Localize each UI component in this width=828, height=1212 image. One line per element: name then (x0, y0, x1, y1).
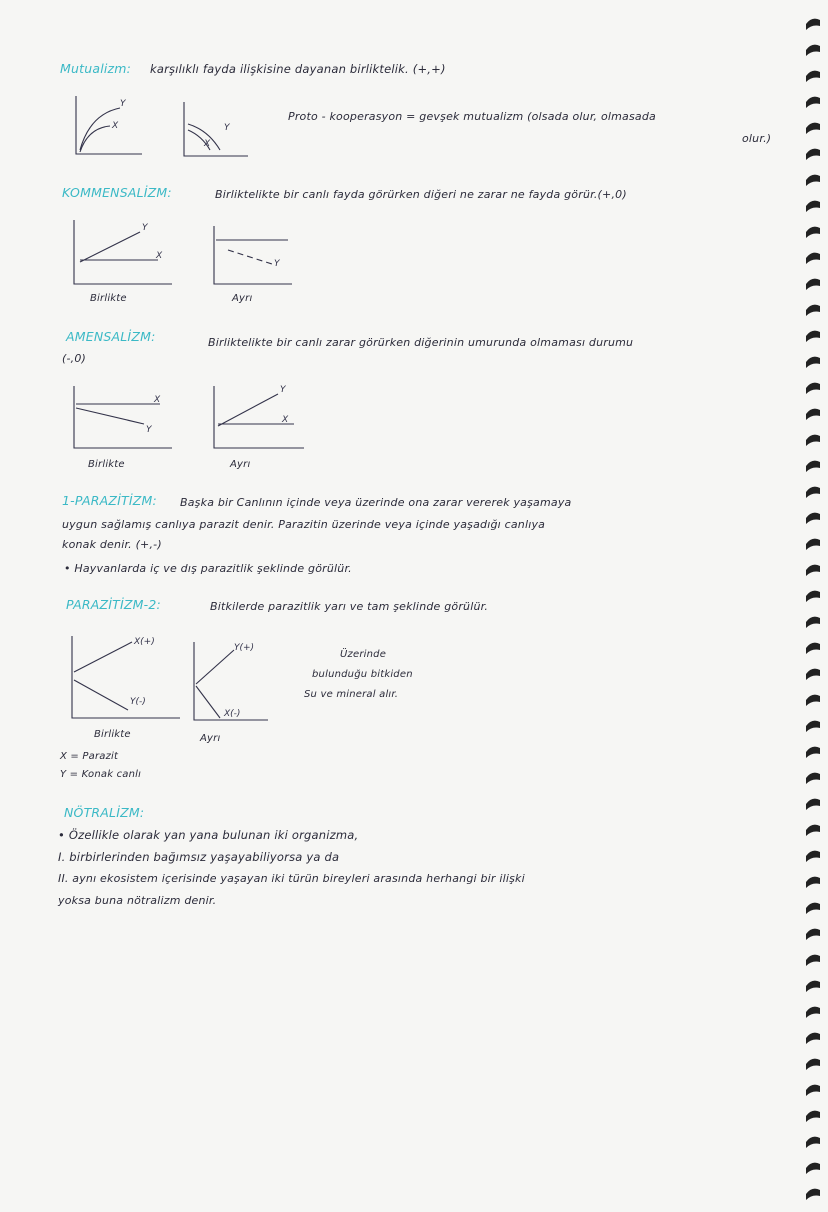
parazitizm-2-graph-2-x-label: X(-) (224, 709, 241, 719)
parazitizm-2-graph-2-y-label: Y(+) (234, 643, 255, 653)
spiral-ring (806, 253, 820, 264)
amensalizm-description: Birliktelikte bir canlı zarar görürken diğerinin umurunda olmaması durumu (208, 336, 634, 349)
spiral-ring (806, 461, 820, 472)
spiral-ring (806, 1111, 820, 1122)
spiral-ring (806, 513, 820, 524)
spiral-ring (806, 19, 820, 30)
spiral-ring (806, 149, 820, 160)
spiral-ring (806, 1163, 820, 1174)
spiral-ring (806, 487, 820, 498)
parazitizm-1-line-3: konak denir. (+,-) (62, 538, 162, 551)
kommensalizm-title: KOMMENSALİZM: (62, 185, 172, 200)
spiral-ring (806, 981, 820, 992)
amensalizm-graph-1-y-label: Y (146, 425, 152, 435)
parazitizm-1-title: 1-PARAZİTİZM: (62, 493, 157, 508)
spiral-ring (806, 851, 820, 862)
parazitizm-2-title: PARAZİTİZM-2: (66, 597, 161, 612)
notralizm-line-4: yoksa buna nötralizm denir. (58, 894, 217, 907)
spiral-binding (804, 10, 822, 1205)
spiral-ring (806, 643, 820, 654)
spiral-ring (806, 929, 820, 940)
spiral-ring (806, 201, 820, 212)
kommensalizm-graph-1 (68, 216, 178, 291)
mutualizm-graph-2-x-label: X (204, 139, 211, 149)
spiral-ring (806, 955, 820, 966)
spiral-ring (806, 435, 820, 446)
parazitizm-2-description: Bitkilerde parazitlik yarı ve tam şeklinde görülür. (210, 600, 489, 613)
parazitizm-2-graph-1-caption: Birlikte (94, 729, 131, 740)
amensalizm-graph-1-caption: Birlikte (88, 459, 125, 470)
spiral-ring (806, 721, 820, 732)
amensalizm-graph-1-x-label: X (154, 395, 161, 405)
parazitizm-2-graph-1-x-label: X(+) (134, 637, 155, 647)
mutualizm-description: karşılıklı fayda ilişkisine dayanan birliktelik. (+,+) (150, 62, 446, 76)
spiral-ring (806, 279, 820, 290)
parazitizm-1-line-2: uygun sağlamış canlıya parazit denir. Parazitin üzerinde veya içinde yaşadığı canlıya (62, 518, 546, 531)
notralizm-line-3: II. aynı ekosistem içerisinde yaşayan iki türün bireyleri arasında herhangi bir ilişki (58, 872, 525, 885)
kommensalizm-graph-1-caption: Birlikte (90, 293, 127, 304)
spiral-ring (806, 1059, 820, 1070)
spiral-ring (806, 175, 820, 186)
spiral-ring (806, 97, 820, 108)
spiral-ring (806, 227, 820, 238)
amensalizm-graph-2-caption: Ayrı (230, 459, 251, 470)
parazitizm-2-graph-2 (188, 640, 278, 726)
amensalizm-graph-2-x-label: X (282, 415, 289, 425)
notralizm-title: NÖTRALİZM: (64, 805, 145, 820)
spiral-ring (806, 383, 820, 394)
spiral-ring (806, 747, 820, 758)
spiral-ring (806, 825, 820, 836)
kommensalizm-graph-1-x-label: X (156, 251, 163, 261)
mutualizm-title: Mutualizm: (60, 61, 132, 76)
notralizm-line-2: I. birbirlerinden bağımsız yaşayabiliyorsa ya da (58, 850, 340, 864)
kommensalizm-graph-2-y-label: Y (274, 259, 280, 269)
parazitizm-2-graph-1-y-label: Y(-) (130, 697, 146, 707)
spiral-ring (806, 903, 820, 914)
mutualizm-graph-2 (178, 100, 258, 166)
parazitizm-2-graph-1 (68, 634, 188, 724)
spiral-ring (806, 1137, 820, 1148)
spiral-ring (806, 773, 820, 784)
spiral-ring (806, 1189, 820, 1200)
spiral-ring (806, 1085, 820, 1096)
spiral-ring (806, 71, 820, 82)
spiral-ring (806, 331, 820, 342)
kommensalizm-graph-1-y-label: Y (142, 223, 148, 233)
kommensalizm-graph-2-caption: Ayrı (232, 293, 253, 304)
amensalizm-graph-2-y-label: Y (280, 385, 286, 395)
parazitizm-2-legend-x: X = Parazit (60, 751, 119, 762)
spiral-ring (806, 539, 820, 550)
amensalizm-sign: (-,0) (62, 352, 87, 365)
spiral-ring (806, 123, 820, 134)
spiral-ring (806, 357, 820, 368)
amensalizm-graph-2 (208, 384, 308, 454)
mutualizm-graph-1 (70, 92, 150, 162)
spiral-ring (806, 877, 820, 888)
parazitizm-1-line-1: Başka bir Canlının içinde veya üzerinde ona zarar vererek yaşamaya (180, 496, 572, 509)
spiral-ring (806, 565, 820, 576)
mutualizm-graph-2-y-label: Y (224, 123, 230, 133)
notralizm-line-1: • Özellikle olarak yan yana bulunan iki organizma, (58, 828, 359, 842)
parazitizm-2-note-1: Üzerinde (340, 649, 387, 660)
spiral-ring (806, 1007, 820, 1018)
spiral-ring (806, 591, 820, 602)
spiral-ring (806, 669, 820, 680)
amensalizm-graph-1 (68, 384, 178, 454)
spiral-ring (806, 799, 820, 810)
mutualizm-graph-1-y-label: Y (120, 99, 126, 109)
mutualizm-graph-1-x-label: X (112, 121, 119, 131)
proto-kooperasyon-note: Proto - kooperasyon = gevşek mutualizm (olsada olur, olmasada (288, 110, 656, 123)
kommensalizm-description: Birliktelikte bir canlı fayda görürken diğeri ne zarar ne fayda görür.(+,0) (215, 188, 627, 201)
spiral-ring (806, 695, 820, 706)
parazitizm-2-graph-2-caption: Ayrı (200, 733, 221, 744)
parazitizm-2-note-3: Su ve mineral alır. (304, 689, 399, 700)
parazitizm-2-note-2: bulunduğu bitkiden (312, 669, 413, 680)
parazitizm-2-legend-y: Y = Konak canlı (60, 769, 142, 780)
parazitizm-1-bullet: • Hayvanlarda iç ve dış parazitlik şeklinde görülür. (64, 562, 352, 575)
spiral-ring (806, 305, 820, 316)
proto-kooperasyon-note-end: olur.) (742, 132, 772, 145)
kommensalizm-graph-2 (208, 222, 298, 292)
spiral-ring (806, 1033, 820, 1044)
spiral-ring (806, 45, 820, 56)
spiral-ring (806, 617, 820, 628)
spiral-ring (806, 409, 820, 420)
amensalizm-title: AMENSALİZM: (66, 329, 156, 344)
